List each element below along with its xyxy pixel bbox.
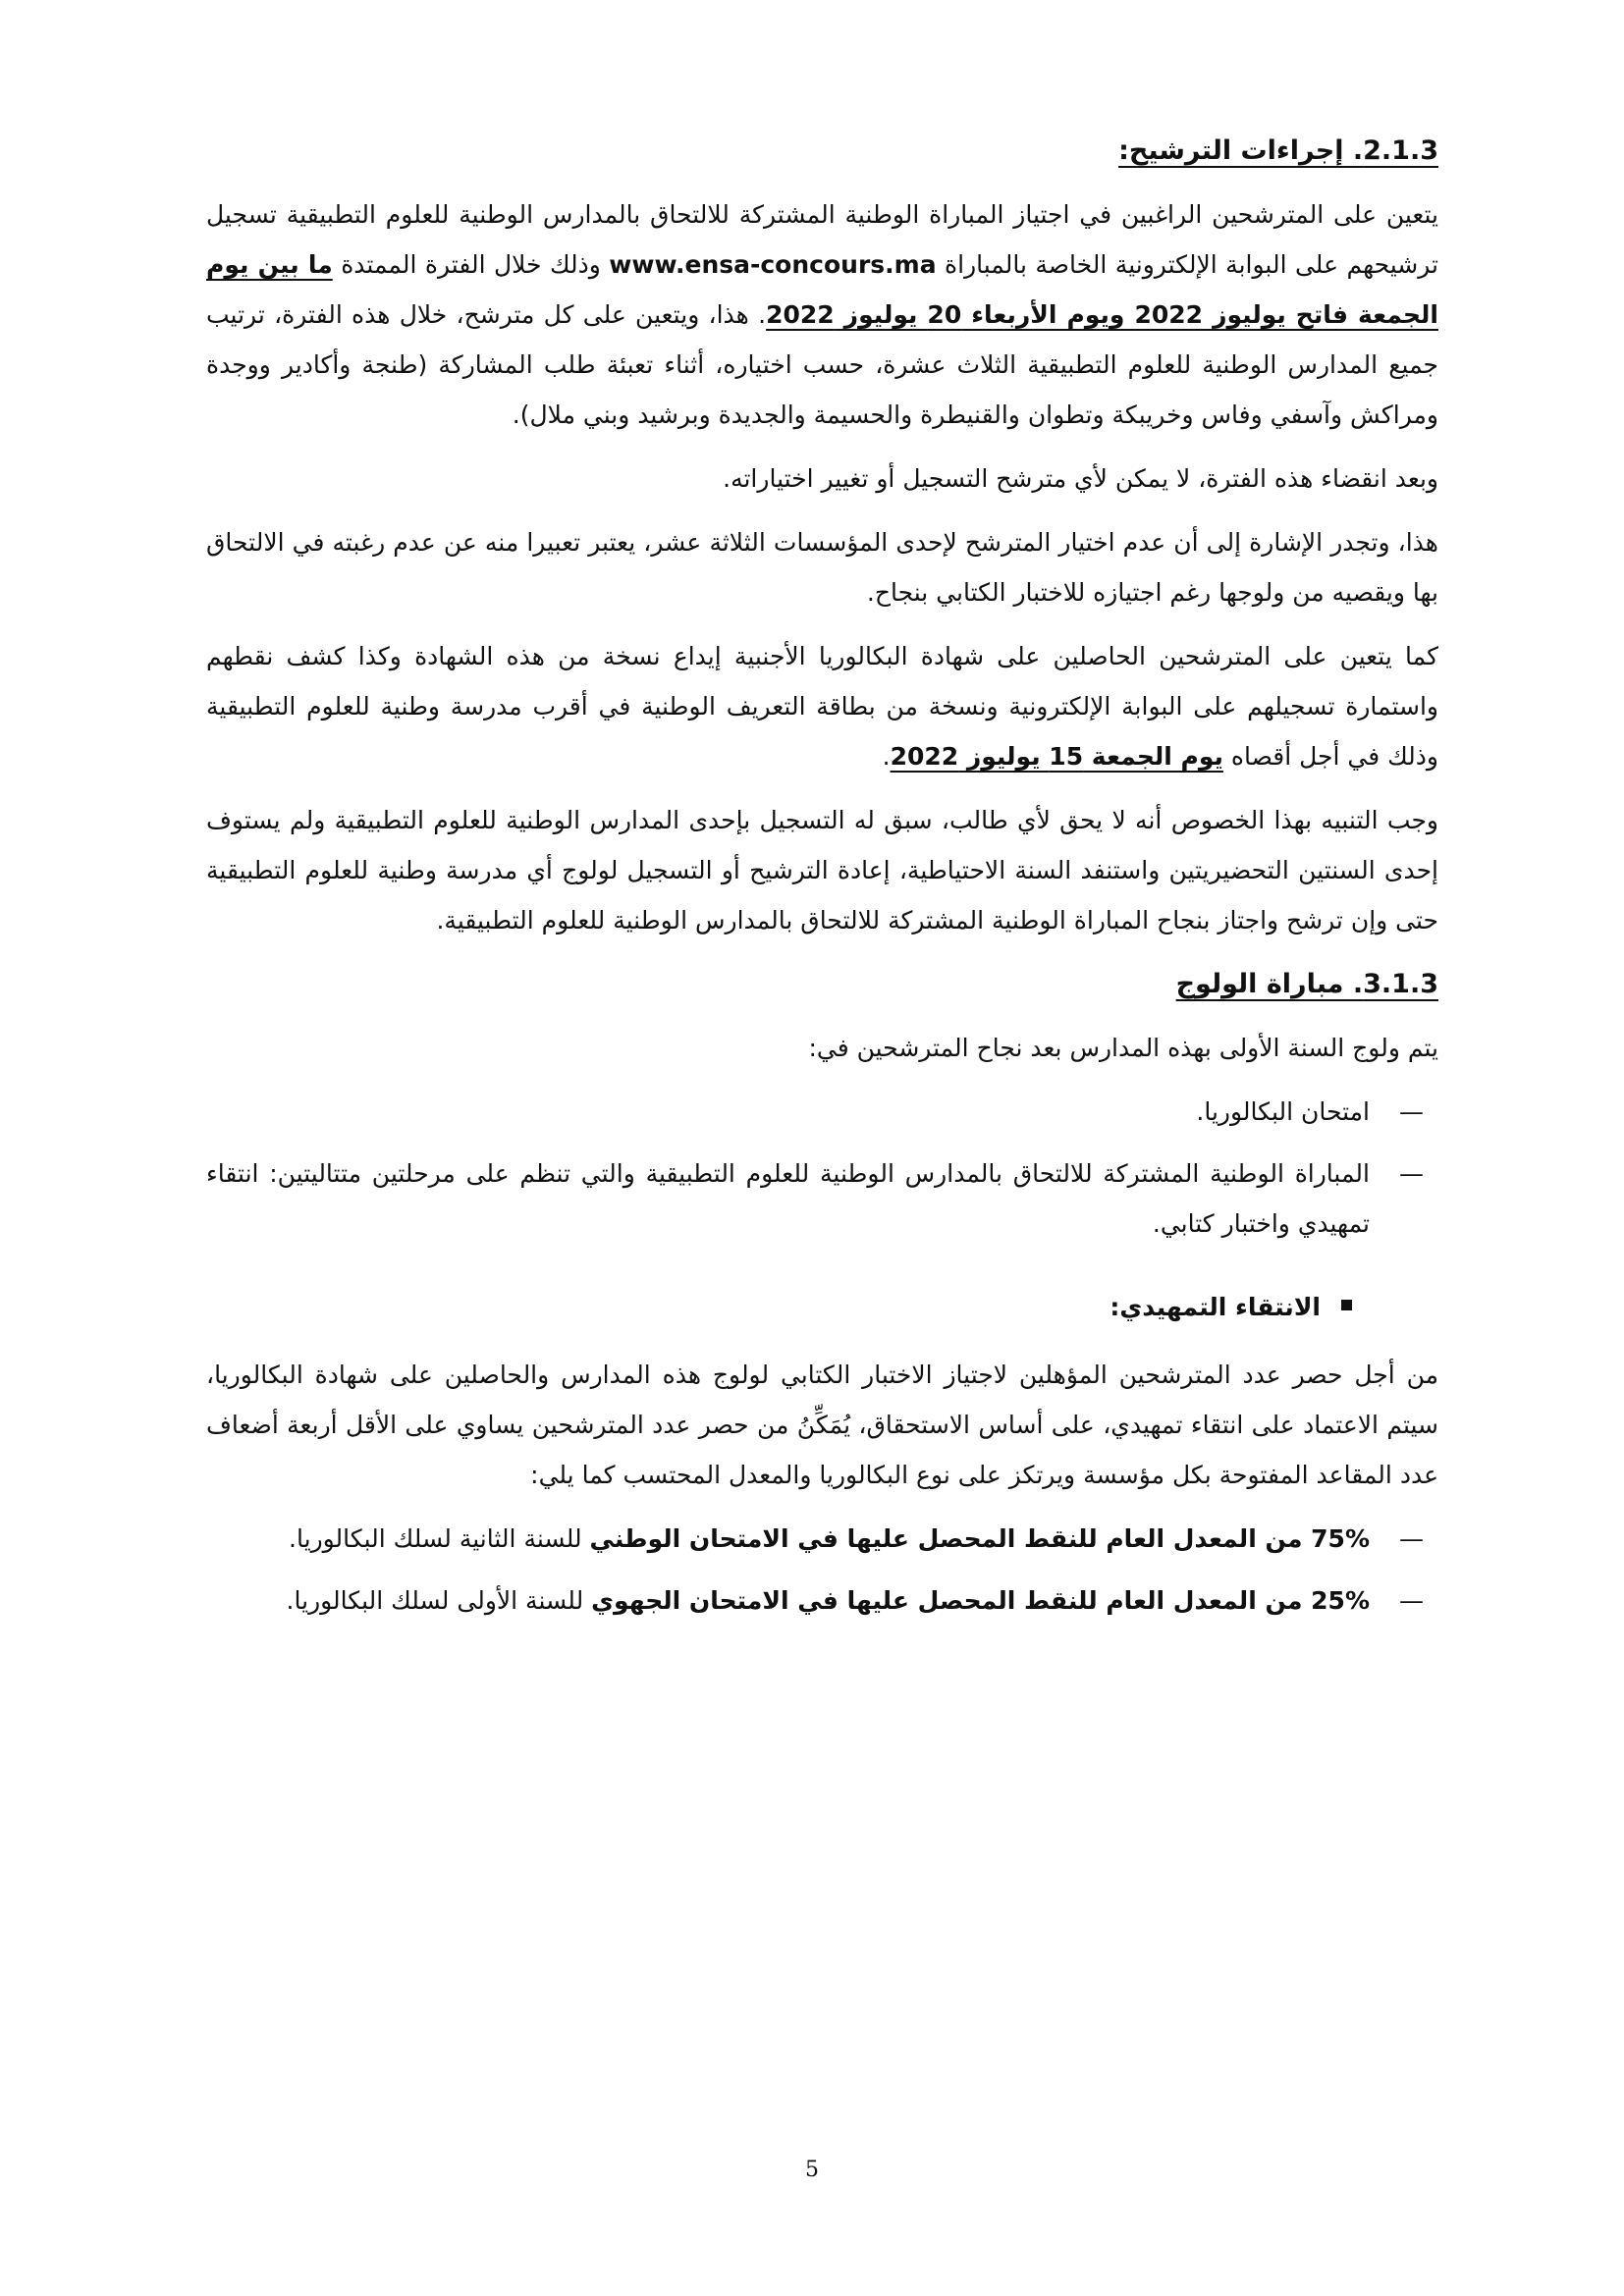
- paragraph: يتم ولوج السنة الأولى بهذه المدارس بعد نجاح المترشحين في:: [808, 1034, 1438, 1062]
- criterion-text: للسنة الثانية لسلك البكالوريا.: [289, 1524, 590, 1553]
- square-bullet-icon: [1341, 1300, 1352, 1310]
- subsection-title: الانتقاء التمهيدي:: [1110, 1293, 1321, 1321]
- paragraph-text: يتعين على المترشحين الراغبين في اجتياز المباراة الوطنية المشتركة للالتحاق بالمدارس الوطنية للعلوم التطبيقية تسجيل ترشيحهم على البوابة الإلكترونية الخاصة بالمباراة: [206, 200, 1438, 279]
- paragraph: وجب التنبيه بهذا الخصوص أنه لا يحق لأي طالب، سبق له التسجيل بإحدى المدارس الوطنية للعلوم التطبيقية ولم يستوف إحدى السنتين التحضيريتين واستنفد السنة الاحتياطية، إعادة الترشيح أو التسجيل لولوج أي مدرسة وطنية للعلوم التطبيقية حتى وإن ترشح واجتاز بنجاح المباراة الوطنية المشتركة للالتحاق بالمدارس الوطنية للعلوم التطبيقية.: [206, 806, 1438, 934]
- paragraph: من أجل حصر عدد المترشحين المؤهلين لاجتياز الاختبار الكتابي لولوج هذه المدارس والحاصلين على شهادة البكالوريا، سيتم الاعتماد على انتقاء تمهيدي، على أساس الاستحقاق، يُمَكِّنُ من حصر عدد المترشحين يساوي على الأقل أربعة أضعاف عدد المقاعد المفتوحة بكل مؤسسة ويرتكز على نوع البكالوريا والمعدل المحتسب كما يلي:: [206, 1361, 1438, 1489]
- paragraph-text: . هذا، ويتعين على كل مترشح، خلال هذه الفترة، ترتيب جميع المدارس الوطنية للعلوم التطبيقية الثلاث عشرة، حسب اختياره، أثناء تعبئة طلب المشاركة (طنجة وأكادير ووجدة ومراكش وآسفي وفاس وخريبكة وتطوان والقنيطرة والحسيمة والجديدة وبرشيد وبني ملال).: [206, 300, 1438, 429]
- subsection-heading: [206, 1282, 1321, 1332]
- paragraph: [206, 189, 1438, 440]
- registration-dates: ما بين يوم الجمعة فاتح يوليوز 2022 ويوم الأربعاء 20 يوليوز 2022: [206, 250, 1438, 329]
- paragraph: هذا، وتجدر الإشارة إلى أن عدم اختيار المترشح لإحدى المؤسسات الثلاثة عشر، يعتبر تعبيرا منه عن عدم رغبته في الالتحاق بها ويقصيه من ولوجها رغم اجتيازه للاختبار الكتابي بنجاح.: [206, 528, 1438, 607]
- document-body: [206, 126, 1438, 1639]
- paragraph-text: .: [882, 742, 891, 771]
- page-number: 5: [805, 2158, 819, 2182]
- criterion-bold: 25% من المعدل العام للنقط المحصل عليها في الامتحان الجهوي: [591, 1586, 1370, 1615]
- paragraph: [206, 631, 1438, 781]
- contest-url: www.ensa-concours.ma: [609, 250, 937, 279]
- criterion-text: للسنة الأولى لسلك البكالوريا.: [286, 1586, 592, 1615]
- section-heading: 2.1.3. إجراءات الترشيح:: [1118, 135, 1438, 166]
- list-item: [206, 1575, 1370, 1626]
- requirements-list: [206, 1087, 1438, 1249]
- list-item: — امتحان البكالوريا.: [206, 1087, 1370, 1137]
- section-heading: 3.1.3. مباراة الولوج: [1175, 969, 1438, 999]
- criteria-list: [206, 1514, 1438, 1626]
- list-item: [206, 1514, 1370, 1564]
- list-item: — المباراة الوطنية المشتركة للالتحاق بالمدارس الوطنية للعلوم التطبيقية والتي تنظم على مرحلتين متتاليتين: انتقاء تمهيدي واختبار كتابي.: [206, 1148, 1370, 1249]
- paragraph: وبعد انقضاء هذه الفترة، لا يمكن لأي مترشح التسجيل أو تغيير اختياراته.: [723, 464, 1438, 493]
- paragraph-text: كما يتعين على المترشحين الحاصلين على شهادة البكالوريا الأجنبية إيداع نسخة من هذه الشهادة وكذا كشف نقطهم واستمارة تسجيلهم على البوابة الإلكترونية ونسخة من بطاقة التعريف الوطنية في أقرب مدرسة وطنية للعلوم التطبيقية وذلك في أجل أقصاه: [206, 642, 1438, 771]
- paragraph-text: وذلك خلال الفترة الممتدة: [332, 250, 610, 279]
- criterion-bold: 75% من المعدل العام للنقط المحصل عليها في الامتحان الوطني: [589, 1524, 1370, 1553]
- deadline-date: يوم الجمعة 15 يوليوز 2022: [890, 742, 1223, 771]
